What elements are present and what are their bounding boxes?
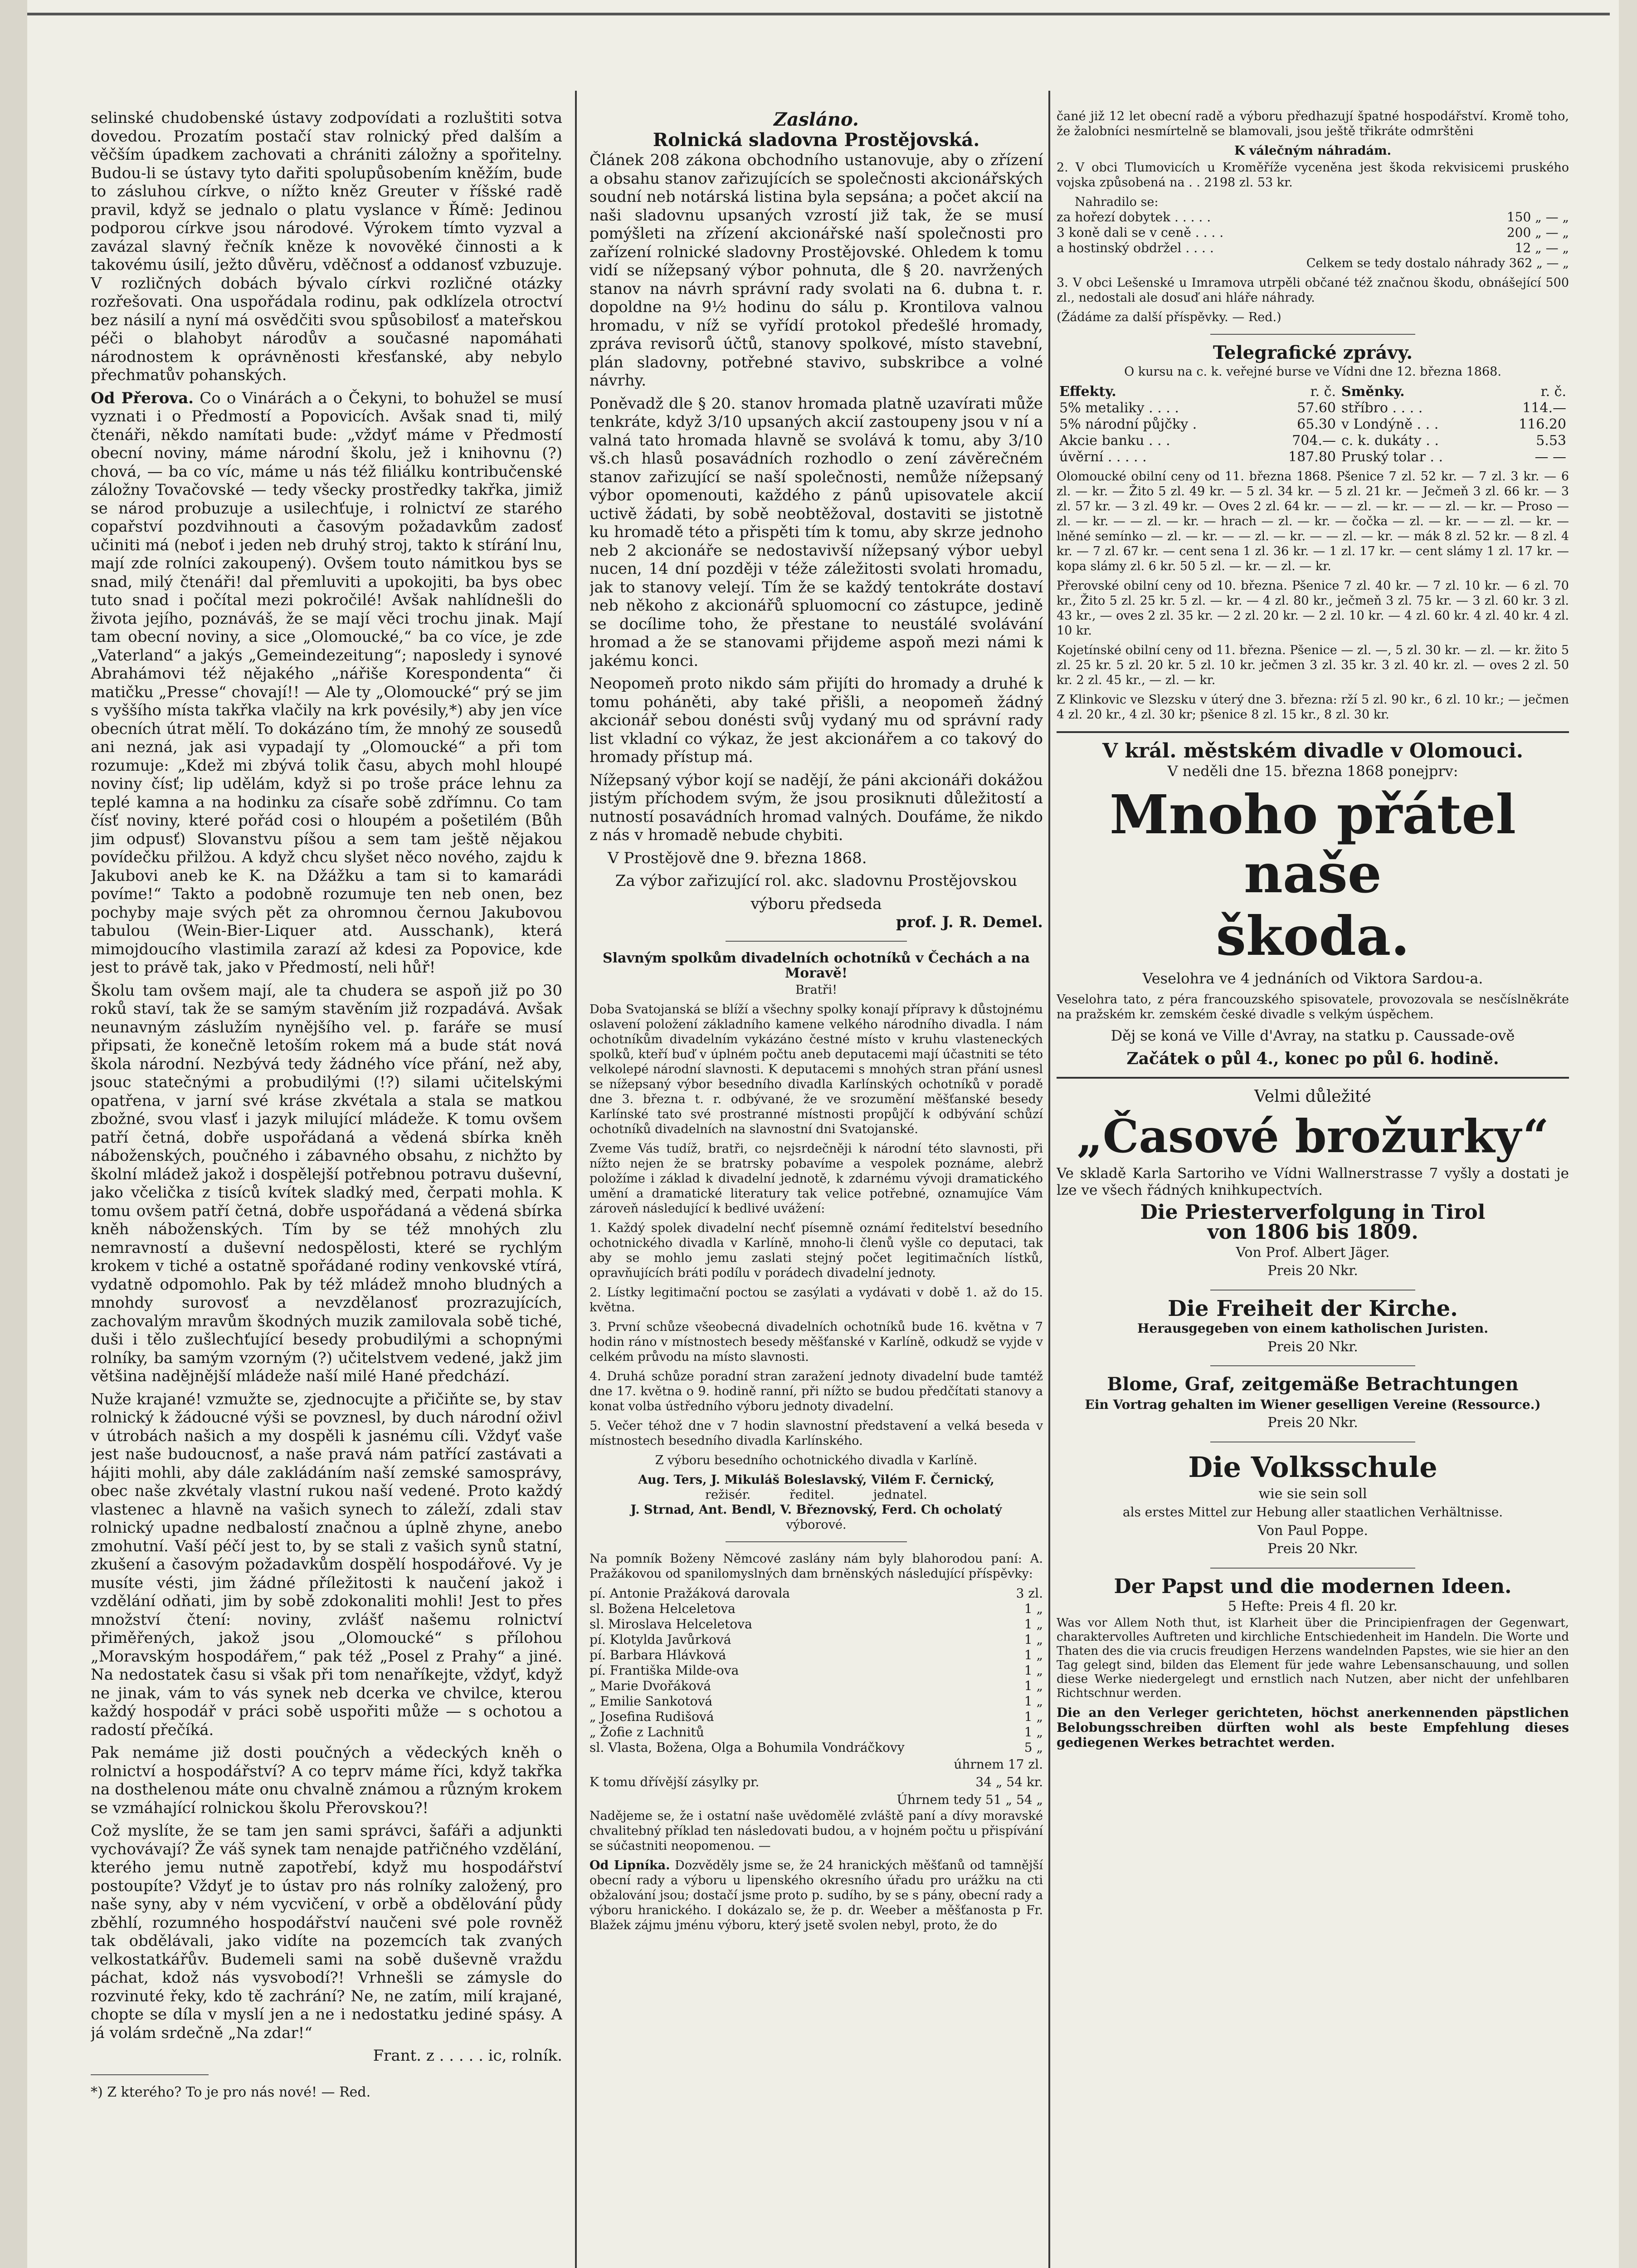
compensation-row: [1057, 210, 1569, 225]
book-title: Die Priesterverfolgung in Tirol: [1140, 1200, 1486, 1224]
paragraph: Veselohra ve 4 jednáních od Viktora Sardou-a.: [1142, 969, 1483, 987]
theatre-heading: V král. městském divadle v Olomouci.: [1102, 739, 1524, 763]
page-left-edge: [0, 0, 27, 2268]
paragraph-text: Co o Vinárách a o Čekyni, to bohužel se musí vyznati i o Předmostí a Popovicích. Avšak snad ti, milý čtenáři, někdo namítati bude: „vždyť máme v Předmostí obecní noviny, máme národní školu, jež i knihovnu (?) chová, — ba co víc, máme u nás též filiálku kontribučenské záložny Tovačovské — tedy všecky prostředky takřka, jimiž se národ probuzuje a usilechťuje, i rolnictví ze starého copařství pozdvihnouti a časovým požadavkům zadosť učiniti má (neboť i jeden neb druhý stroj, takto k stírání lnu, mají zde rolníci zakoupený). Ovšem touto námitkou bys se snad, milý čtenáři! dal přemluviti a upokojiti, ba bys obec tuto snad i počítal mezi pokročilé! Avšak nahlídnešli do života jejího, poznáváš, že se mají věci trochu jinak. Mají tam obecní noviny, a sice „Olomoucké,“ ba co více, je zde „Vaterland“ a jakýs „Gemeindezeitung“; naposledy i synové Abrahámovi též nějakého „nářiše Korespondenta“ či matičku „Presse“ chovají!! — Ale ty „Olomoucké“ prý se jim s vyššího místa takřka vlačily na krk povésily,*) aby jen více obecních útrat mělí. To dokázáno tím, že mnohý ze sousedů ani nezná, jak asi vypadají ty „Olomoucké“ a při tom rozumuje: „Kdež mi zbývá tolik času, abych mohl hloupé noviny čísť; lip udělám, když si po troše práce lehnu za teplé kamna a na hodinku za císaře sobě zdřímnu. Co tam čísť noviny, které pořád cosi o hloupém a pošetilém (Bůh jim odpusť) Slovanstvu píšou a sem tam ještě nějakou povídečku přilžou. A když chcu slyšet něco nového, zajdu k Jakubovi aneb ke K. na Džážku a tam si to kamarádi povíme!“ Takto a podobně rozumuje ten neb onen, bez pochyby maje svých pět za ohromnou černou Jakubovou tabulou (Wein-Bier-Liquer atd. Ausschank), která mimojdoucího vlastimila zarazí až kdesi za Popovice, kde jest to právě tak, jako v Předmostí, neli hůř!: [91, 389, 562, 977]
donor-name: sl. Miroslava Helceletova: [590, 1616, 752, 1632]
donor-amount: 1 „: [1024, 1693, 1043, 1709]
paragraph: Neopomeň proto nikdo sám přijíti do hromady a druhé k tomu poháněti, aby také přišli, a neopomeň žádný akcionář sebou donésti svůj vydaný mu od správní rady list vkladní co výkaz, že jest akcionářem a co takový do hromady přístup má.: [590, 675, 1043, 766]
donor-name: sl. Vlasta, Božena, Olga a Bohumila Vondráčkovy: [590, 1740, 905, 1755]
book-price: 5 Hefte: Preis 4 fl. 20 kr.: [1228, 1598, 1398, 1614]
donor-amount: 1 „: [1024, 1662, 1043, 1678]
paragraph: Pak nemáme již dosti poučných a vědeckých kněh o rolnictví a hospodářství? A co teprv máme říci, když takřka na dosthelenou máte onu chvalně známou a různým krokem se vzmáhající rolnickou školu Přerovskou?!: [91, 1744, 562, 1817]
exchange-row: [1057, 449, 1569, 465]
book-subtitle: als erstes Mittel zur Hebung aller staatlichen Verhältnisse.: [1122, 1505, 1503, 1520]
paragraph-text: Dozvěděly jsme se, že 24 hranických měšťanů od tamnější obecní rady a výboru u lipenského okresního úřadu pro urážku na cti obžalování jsou; dostačí jsme proto p. sudího, by se s pány, obecní rady a výboru hranického. I dokázalo se, že p. dr. Weeber a měšťanosta p Fr. Blažek zájmu jménu výboru, který jsetě svolen nebyl, proto, že do: [590, 1858, 1043, 1932]
divider: [91, 2074, 209, 2075]
divider: [1210, 1568, 1415, 1569]
donor-row: [590, 1694, 1043, 1709]
exchange-value: 5.53: [1536, 432, 1566, 449]
section-lead: Od Přerova.: [91, 389, 194, 407]
total-value: úhrnem 17 zl.: [954, 1756, 1043, 1772]
donor-name: pí. Barbara Hlávková: [590, 1647, 726, 1662]
column-3: [1057, 109, 1569, 2268]
exchange-row: [1057, 400, 1569, 416]
previous-row: [590, 1773, 1043, 1791]
book-subtitle: Ein Vortrag gehalten im Wiener geselligen Vereine (Ressource.): [1085, 1397, 1541, 1412]
table-header: Effekty.: [1059, 383, 1116, 400]
paragraph: 5. Večer téhož dne v 7 hodin slavnostní představení a velká beseda v místnostech besedního divadla Karlínského.: [590, 1418, 1043, 1448]
compensation-list: [1057, 210, 1569, 256]
table-header: r. č.: [1310, 383, 1336, 400]
donor-name: pí. Františka Milde-ova: [590, 1662, 739, 1678]
book-subtitle: Herausgegeben von einem katholischen Juristen.: [1137, 1321, 1489, 1336]
donor-name: „ Emilie Sankotová: [590, 1693, 713, 1709]
footnote: *) Z kterého? To je pro nás nové! — Red.: [91, 2084, 371, 2100]
paragraph: Článek 208 zákona obchodního ustanovuje, aby o zřízení a obsahu stanov zařizujících se společnosti akcionářských soudní neb notárská listina byla sepsána; a počet akcií na naši sladovnu upsaných vzrostí již tak, že se musí pomýšleti na zřízení akcionářské naší společnosti pro zařízení rolnické sladovny Prostějovské. Ohledem k tomu vidí se nížepsaný výbor pohnuta, dle § 20. navržených stanov na návrh správní rady svolati na 6. dubna t. r. dopoldne na 9½ hodinu do sálu p. Krontilova valnou hromadu, v níž se vyřídí protokol předešlé hromady, zpráva revisorů účtů, stanovy spolkové, místo stavební, plán sladovny, potřebné stavivo, subskribce a volné návrhy.: [590, 151, 1043, 390]
paragraph: čané již 12 let obecní radě a výboru předhazují špatné hospodářství. Kromě toho, že žalobníci nesmírtelně se blamovali, jsou ještě třikráte odmrštěni: [1057, 109, 1569, 138]
book-price: Preis 20 Nkr.: [1267, 1415, 1358, 1431]
donor-row: [590, 1709, 1043, 1725]
column-1: [91, 109, 562, 2268]
paragraph: O kursu na c. k. veřejné burse ve Vídni dne 12. března 1868.: [1124, 364, 1501, 379]
article-title: Rolnická sladovna Prostějovská.: [653, 129, 980, 151]
compensation-label: 3 koně dali se v ceně . . . .: [1057, 225, 1224, 240]
compensation-label: za hořezí dobytek . . . . .: [1057, 210, 1211, 225]
section-heading: Telegrafické zprávy.: [1213, 342, 1413, 363]
exchange-value: 187.80: [1288, 449, 1336, 465]
exchange-label: stříbro . . . .: [1341, 400, 1423, 416]
donor-name: pí. Klotylda Javůrková: [590, 1632, 731, 1647]
donor-name: „ Marie Dvořáková: [590, 1678, 711, 1693]
page-right-edge: [1619, 0, 1637, 2268]
paragraph: Nížepsaný výbor kojí se nadějí, že páni akcionáři dokážou jistým příchodem svým, že jsou prosiknuti důležitostí a nutností posavádních hromad valných. Doufáme, že nikdo z nás v hromadě nebude chybiti.: [590, 771, 1043, 844]
book-title: Die Freiheit der Kirche.: [1168, 1295, 1458, 1321]
greeting: Bratři!: [795, 982, 838, 997]
section-lead: Od Lipníka.: [590, 1858, 670, 1872]
donor-row: [590, 1601, 1043, 1617]
section-heading: K válečným náhradám.: [1234, 144, 1392, 158]
signature-names: Aug. Ters, J. Mikuláš Boleslavský, Vilém F. Černický,: [638, 1472, 994, 1487]
exchange-value: 114.—: [1522, 400, 1566, 416]
book-title: Blome, Graf, zeitgemäße Betrachtungen: [1107, 1374, 1519, 1395]
divider: [1210, 1365, 1415, 1366]
book-price: Preis 20 Nkr.: [1267, 1263, 1358, 1279]
paragraph: Nadějeme se, že i ostatní naše uvědomělé zvláště paní a dívy moravské chvalitebný příklad ten následovati budou, a v hojném počtu u přispívání se súčastniti neopomenou. —: [590, 1809, 1043, 1853]
paragraph: Olomoucké obilní ceny od 11. března 1868. Pšenice 7 zl. 52 kr. — 7 zl. 3 kr. — 6 zl. — kr. — Žito 5 zl. 49 kr. — 5 zl. 34 kr. — 5 zl. 21 kr. — Ječmeň 3 zl. 66 kr. — 3 zl. 57 kr. — 3 zl. 49 kr. — Oves 2 zl. 64 kr. — — zl. — kr. — — zl. — kr. — Proso — zl. — kr. — — zl. — kr. — hrach — zl. — kr. — čočka — zl. — kr. — — zl. — kr. — lněné semínko — zl. — kr. — — zl. — kr. — — zl. — kr. — mák 8 zl. 52 kr. — 8 zl. 4 kr. — 7 zl. 67 kr. — cent sena 1 zl. 36 kr. — 1 zl. 17 kr. — cent slámy 1 zl. 17 kr. — kopa slámy zl. 6 kr. 50 5 zl. — kr. — zl. — kr.: [1057, 469, 1569, 573]
exchange-label: v Londýně . . .: [1341, 416, 1439, 432]
paragraph: 3. V obci Lešenské u Imramova utrpěli občané též značnou škodu, obnášející 500 zl., nedostali ale dosuď ani hláře náhrady.: [1057, 276, 1569, 305]
donor-row: [590, 1647, 1043, 1663]
exchange-label: úvěrní . . . . .: [1059, 449, 1147, 465]
table-header: r. č.: [1540, 383, 1566, 400]
paragraph: Poněvadž dle § 20. stanov hromada platně uzavírati může tenkráte, když 3/10 upsaných akcií zastoupeny jsou v ní a valná tato hromada hlavně se svolává k tomu, aby 3/10 vš.ch hlasů posavádních rozhodlo o zení závěrečném stanov zařizující se naší společnosti, nemůže nížepsaný výbor opomenouti, každého z pánů upisovatele akcií uctivě žádati, by sobě neobtěžoval, dostaviti se jistotně ku hromadě této a přispěti tím k tomu, aby skrze jednoho neb 2 akcionáře se nedostavivší nížepsaný výbor uebyl nucen, 14 dní později v téže záležitosti svolati hromadu, jak to stanovy velejí. Tím že se každý tentokráte dostaví neb někoho z akcionářů spluomocní co zástupce, jedině se docílime toho, že přestane to neustálé svolávání hromad a že se stanovami přijdeme aspoň mezi námi k jakému konci.: [590, 394, 1043, 670]
donor-amount: 5 „: [1024, 1740, 1043, 1755]
paragraph: V neděli dne 15. března 1868 ponejprv:: [1167, 763, 1458, 780]
paragraph: 2. Lístky legitimační poctou se zasýlati a vydávati v době 1. až do 15. května.: [590, 1285, 1043, 1315]
signature-names: J. Strnad, Ant. Bendl, V. Březnovský, Ferd. Ch ocholatý: [630, 1502, 1002, 1517]
paragraph: Doba Svatojanská se blíží a všechny spolky konají přípravy k důstojnému oslavení položení základního kamene velkého národního divadla. I nám ochotníkům divadelním vykázáno čestné místo v kruhu vlasteneckých spolků, kteří buď v úplném počtu aneb deputacemi mají účastniti se této velkolepé národní slavnosti. K deputacemi s mnohých stran přání usnesl se nížepsaný výbor besedního divadla Karlínských ochotníků v poradě dne 3. března t. r. odbývané, že ve srozumění měšťanské besedy Karlínské tato své prostranné místnosti propůjčí k odbývání schůzí ochotníků divadelních na slavnostní dni Svatojanské.: [590, 1002, 1043, 1136]
donor-amount: 1 „: [1024, 1647, 1043, 1662]
signature: Frant. z . . . . . ic, rolník.: [373, 2047, 562, 2065]
donor-row: [590, 1678, 1043, 1694]
donor-name: „ Žofie z Lachnitů: [590, 1724, 704, 1740]
total-row: [590, 1755, 1043, 1773]
play-title: škoda.: [1216, 904, 1410, 968]
column-rule-1: [575, 91, 577, 2268]
book-price: Preis 20 Nkr.: [1267, 1339, 1358, 1355]
paragraph: 1. Každý spolek divadelní nechť písemně oznámí ředitelství besedního ochotnického divadla v Karlíně, mnoho-li členů vyšle co deputaci, tak aby se mohlo jemu zaslati stejný počet legitimačních lístků, opravňujících bráti podílu v porádech divadelní jednoty.: [590, 1221, 1043, 1280]
paragraph: Veselohra tato, z péra francouzského spisovatele, provozovala se nesčíslněkráte na pražském kr. zemském české divadle s velkým úspěchem.: [1057, 992, 1569, 1022]
divider: [726, 1541, 907, 1542]
paragraph: selinské chudobenské ústavy zodpovídati a rozluštiti sotva dovedou. Prozatím postačí stav rolnický před dalším a věčším úpadkem zachovati a chrániti záložny a spořitelny. Budou-li se ústavy tyto dařiti spolupůsobením kněžím, bude to zásluhou církve, o nížto kněz Greuter v říšské radě pravil, když se jednalo o platu vyslance v Římě: Jedinou podporou církve jsou národové. Výrokem tímto vyzval a zavázal slavný řečník kněze k novověké činnosti a k takovému úsilí, ježto důvěru, vděčnosť a oddanosť vzbuzuje. V rozličných dobách bývalo církvi rozličné otázky rozřešovati. Ona uspořádala rodinu, pak odklízela otroctví bez násilí a nyní má osvědčiti svou spůsobilosť a mateřskou péči o blahobyt národův a současné napomáhati národnostem k oprávněnosti křesťanské, aby nebylo přechmatův pohanských.: [91, 109, 562, 384]
book-price: Preis 20 Nkr.: [1267, 1541, 1358, 1557]
exchange-value: 57.60: [1297, 400, 1336, 416]
donor-row: [590, 1740, 1043, 1755]
paragraph: 4. Druhá schůze poradní stran zaražení jednoty divadelní bude tamtéž dne 17. května o 9. hodině ranní, při nížto se budou předčítati stanovy a konat volba ústředního výboru jednoty divadelní.: [590, 1369, 1043, 1413]
column-rule-2: [1048, 91, 1050, 2268]
signature-name: prof. J. R. Demel.: [896, 913, 1043, 931]
donor-name: pí. Antonie Pražáková darovala: [590, 1585, 790, 1601]
compensation-amount: 12 „ — „: [1515, 240, 1569, 255]
paragraph: Začátek o půl 4., konec po půl 6. hodině.: [1126, 1049, 1499, 1068]
exchange-label: 5% metaliky . . . .: [1059, 400, 1179, 416]
donor-amount: 1 „: [1024, 1601, 1043, 1616]
exchange-label: 5% národní půjčky .: [1059, 416, 1197, 432]
paragraph: [91, 389, 562, 977]
donor-amount: 1 „: [1024, 1709, 1043, 1724]
signature-line: Za výbor zařizující rol. akc. sladovnu Prostějovskou: [615, 872, 1018, 890]
book-title: von 1806 bis 1809.: [1207, 1221, 1418, 1244]
top-rule: [27, 13, 1610, 15]
paragraph: 2. V obci Tlumovicích u Kroměříže vyceněna jest škoda rekvisicemi pruského vojska způsobená na . . 2198 zl. 53 kr.: [1057, 161, 1569, 190]
donor-list: [590, 1586, 1043, 1755]
column-2: [590, 109, 1043, 2268]
ad-title: „Časové brožurky“: [1077, 1109, 1549, 1163]
exchange-label: Pruský tolar . .: [1341, 449, 1443, 465]
article-title: Slavným spolkům divadelních ochotníků v Čechách a na Moravě!: [602, 950, 1030, 981]
previous-label: K tomu dřívější zásylky pr.: [590, 1774, 760, 1789]
paragraph: Ve skladě Karla Sartoriho ve Vídni Wallnerstrasse 7 vyšly a dostati je lze ve všech řádných knihkupectvích.: [1057, 1165, 1569, 1198]
paragraph: Celkem se tedy dostalo náhrady 362 „ — „: [1306, 256, 1569, 270]
book-author: Von Paul Poppe.: [1257, 1522, 1368, 1539]
donor-name: „ Josefina Rudišová: [590, 1709, 714, 1724]
book-title: Die Volksschule: [1188, 1450, 1437, 1484]
donor-row: [590, 1586, 1043, 1601]
paragraph: Nuže krajané! vzmužte se, zjednocujte a přičiňte se, by stav rolnický k žádoucné výši se povznesl, by duch národní oživl v útrobách našich a my dospěli k jasnému cíli. Vždyť vaše jest naše budoucnosť, a naše pravá nám patřící zastávati a hájiti mohli, aby dále zakládáním naší zemské samosprávy, obec naše zkvétaly vlastní rukou naší vedené. Proto každý vlastenec a hlavně na vašich synech to záleží, zdali stav rolnický upadne nedbalostí značnou a úplně zhyne, anebo zmohutní. Vaší péčí jest to, by se stali z vašich synů statní, zkušení a časovým požadavkům dospělí hospodářové. Vy je musíte vésti, jim žádné příležitosti k naučení jakož i vzdělání odňati, jim by sobě zdokonaliti mohli! Jest to přes množství čtení: noviny, zvlášť našemu rolnictví přiměřených, jakož jsou „Olomoucké“ s přílohou „Moravským hospodářem,“ pak též „Posel z Prahy“ a jiné. Na nedostatek času si však při tom nenaříkejte, vždyť, když ne jinak, vám to vás synek neb dcerka ve chvilce, kterou každý hospodář v práci sobě uspořiti může — s ochotou a radostí přečíká.: [91, 1390, 562, 1739]
compensation-label: a hostinský obdržel . . . .: [1057, 240, 1214, 255]
book-recommendation: Die an den Verleger gerichteten, höchst anerkennenden päpstlichen Belobungsschreiben dürften wohl als beste Empfehlung dieses gediegenen Werkes betrachtet werden.: [1057, 1705, 1569, 1750]
exchange-value: — —: [1535, 449, 1566, 465]
divider: [1057, 731, 1569, 733]
compensation-row: [1057, 240, 1569, 256]
donor-row: [590, 1617, 1043, 1632]
signature-line: Z výboru besedního ochotnického divadla v Karlíně.: [655, 1453, 978, 1467]
donor-row: [590, 1725, 1043, 1740]
signature-roles: režisér. ředitel. jednatel.: [705, 1487, 927, 1502]
dateline: V Prostějově dne 9. března 1868.: [608, 849, 867, 867]
ad-subheading: Velmi důležité: [1254, 1087, 1371, 1106]
paragraph: Kojetínské obilní ceny od 11. března. Pšenice — zl. —, 5 zl. 30 kr. — zl. — kr. žito 5 zl. 25 kr. 5 zl. 20 kr. 5 zl. 10 kr. ječmen 3 zl. 35 kr. 3 zl. 40 kr. zl. — oves 2 zl. 50 kr. 2 zl. 45 kr., — zl. — kr.: [1057, 643, 1569, 687]
table-header: Směnky.: [1341, 383, 1405, 400]
exchange-table: [1057, 384, 1569, 465]
book-subtitle: wie sie sein soll: [1258, 1486, 1367, 1502]
donor-row: [590, 1663, 1043, 1678]
exchange-row: [1057, 416, 1569, 433]
paragraph: Což myslíte, že se tam jen sami správci, šafáři a adjunkti vychovávají? Že váš synek tam nenajde patřičného vzdělání, kterého jemu nutně zapotřebí, když mu hospodářství postoupíte? Vždyť je to ústav pro nás rolníky založený, pro naše syny, aby v ném vycvičení, v orbě a obdělování půdy zběhlí, rozumného hospodářství naučeni své pole rovněž tak obdělávali, jako vidíte na pozemcích tak zvaných velkostatkářův. Budemeli sami na sobě duševně vraždu páchat, kdož nás vysvobodí?! Vrhnešli se zámysle do rozvinuté řeky, kdo tě zachrání? Ne, ne zatím, milí krajané, chopte se díla v myslí jen a ne i nedostatku jediné spásy. A já volám srdečně „Na zdar!“: [91, 1822, 562, 2042]
paragraph: [590, 1858, 1043, 1933]
paragraph: (Žádáme za další příspěvky. — Red.): [1057, 310, 1281, 324]
donor-amount: 1 „: [1024, 1678, 1043, 1693]
donor-row: [590, 1632, 1043, 1647]
paragraph: Nahradilo se:: [1075, 195, 1159, 209]
exchange-label: c. k. dukáty . .: [1341, 432, 1439, 449]
section-heading: Zasláno.: [774, 109, 859, 130]
paragraph: Děj se koná ve Ville d'Avray, na statku p. Caussade-ově: [1111, 1027, 1515, 1044]
exchange-value: 116.20: [1519, 416, 1566, 432]
paragraph: Zveme Vás tudíž, bratři, co nejsrdečněji k národní této slavnosti, při nížto nejen že se bratrsky pobavíme a vespolek poznáme, alebrž položíme i základ k divadelní jednotě, k zdarnému vývoji dramatického umění a dramatické literatury tak velice potřebné, oznamujíce Vám zároveň následující k bedlivé uvážení:: [590, 1141, 1043, 1216]
donor-amount: 1 „: [1024, 1616, 1043, 1632]
divider: [1057, 1077, 1569, 1079]
book-description: Was vor Allem Noth thut, ist Klarheit über die Principienfragen der Gegenwart, charaktervolles Auftreten und kirchliche Entschiedenheit im Handeln. Die Worte und Thaten des die via crucis freudigen Herzens wandelnden Papstes, wie sie hier an den Tag gelegt sind, bilden das Element für jede wahre Lebensanschauung, und sollen diese Werke niedergelegt und ernstlich nach Nutzen, aber nicht der unfehlbaren Richtschnur werden.: [1057, 1616, 1569, 1700]
compensation-amount: 150 „ — „: [1506, 210, 1569, 225]
exchange-value: 65.30: [1297, 416, 1336, 432]
paragraph: Školu tam ovšem mají, ale ta chudera se aspoň již po 30 roků staví, tak že se samým stavěním již rozpadává. Avšak neunavným záslužím nynějšího vel. p. faráře se musí připsati, že konečně letoším rokem má a bude stát nová škola národní. Nezbývá tedy žádného více přání, než aby, jsouc statečnými a probudilými (!?) silami učitelskými opatřena, v jarní své kráse zkvétala a stala se matkou zbožné, svou vlasť i jazyk milující mládeže. K tomu ovšem patří četná, dobře uspořádaná a vědená sbírka kněh náboženských, poučného i zábavného obsahu, z nichžto by školní mládež jakož i dospělejší potřebnou potravu duševní, jako včelička z tisíců kvítek sladký med, čerpati mohla. K tomu ovšem patří četná, dobře uspořádaná a vědená sbírka kněh náboženských. Tím by se též mnohých zlu nemravností a duševní nedospělosti, které se rychlým krokem v tiché a ostatně spořádané rodiny venkovské vtírá, vydatně odpomohlo. Pak by též mládež mnoho bludných a mnohdy surovosť a nevzdělanosť prozrazujících, zachovalým mravům škodných muzik zamilovala sobě tiché, duši i tělo zušlechťující besedy probudilými a schopnými rolníky, ba samým vzorným (?) učitelstvem vedené, jakž jim většina nadějnější mládeže naší milé Hané předchází.: [91, 981, 562, 1385]
compensation-row: [1057, 225, 1569, 240]
book-author: Von Prof. Albert Jäger.: [1236, 1244, 1390, 1261]
divider: [1210, 334, 1415, 335]
exchange-row: [1057, 433, 1569, 449]
exchange-value: 704.—: [1292, 432, 1336, 449]
exchange-label: Akcie banku . . .: [1059, 432, 1170, 449]
paragraph: Z Klinkovic ve Slezsku v úterý dne 3. března: rží 5 zl. 90 kr., 6 zl. 10 kr.; — ječmen 4 zl. 20 kr., 4 zl. 30 kr; pšenice 8 zl. 15 kr., 8 zl. 30 kr.: [1057, 692, 1569, 722]
signature-line: výboru předseda: [750, 894, 882, 913]
grand-total-value: Úhrnem tedy 51 „ 54 „: [896, 1792, 1043, 1807]
donor-name: sl. Božena Helceletova: [590, 1601, 736, 1616]
paragraph: Přerovské obilní ceny od 10. března. Pšenice 7 zl. 40 kr. — 7 zl. 10 kr. — 6 zl. 70 kr., Žito 5 zl. 25 kr. 5 zl. — kr. — 4 zl. 80 kr., ječmeň 3 zl. 75 kr. — 3 zl. 60 kr. 3 zl. 43 kr., — oves 2 zl. 35 kr. — 2 zl. 20 kr. — 2 zl. 10 kr. — 4 zl. 60 kr. 4 zl. 40 kr. 4 zl. 10 kr.: [1057, 578, 1569, 638]
donor-amount: 3 zl.: [1016, 1585, 1043, 1601]
donor-amount: 1 „: [1024, 1724, 1043, 1740]
paragraph: 3. První schůze všeobecná divadelních ochotníků bude 16. května v 7 hodin ráno v místnostech besedy měšťanské v Karlíně, odkudž se vyjde v celkém průvodu na místo slavnosti.: [590, 1320, 1043, 1364]
previous-value: 34 „ 54 kr.: [975, 1774, 1043, 1789]
divider: [726, 941, 907, 942]
compensation-amount: 200 „ — „: [1506, 225, 1569, 240]
signature-roles: výborové.: [786, 1517, 847, 1532]
grand-total-row: [590, 1791, 1043, 1809]
paragraph: Na pomník Boženy Němcové zaslány nám byly blahorodou paní: A. Pražákovou od spanilomyslných dam brněnských následující příspěvky:: [590, 1551, 1043, 1581]
book-title: Der Papst und die modernen Ideen.: [1114, 1574, 1512, 1598]
donor-amount: 1 „: [1024, 1632, 1043, 1647]
play-title: Mnoho přátel naše: [1109, 782, 1516, 905]
